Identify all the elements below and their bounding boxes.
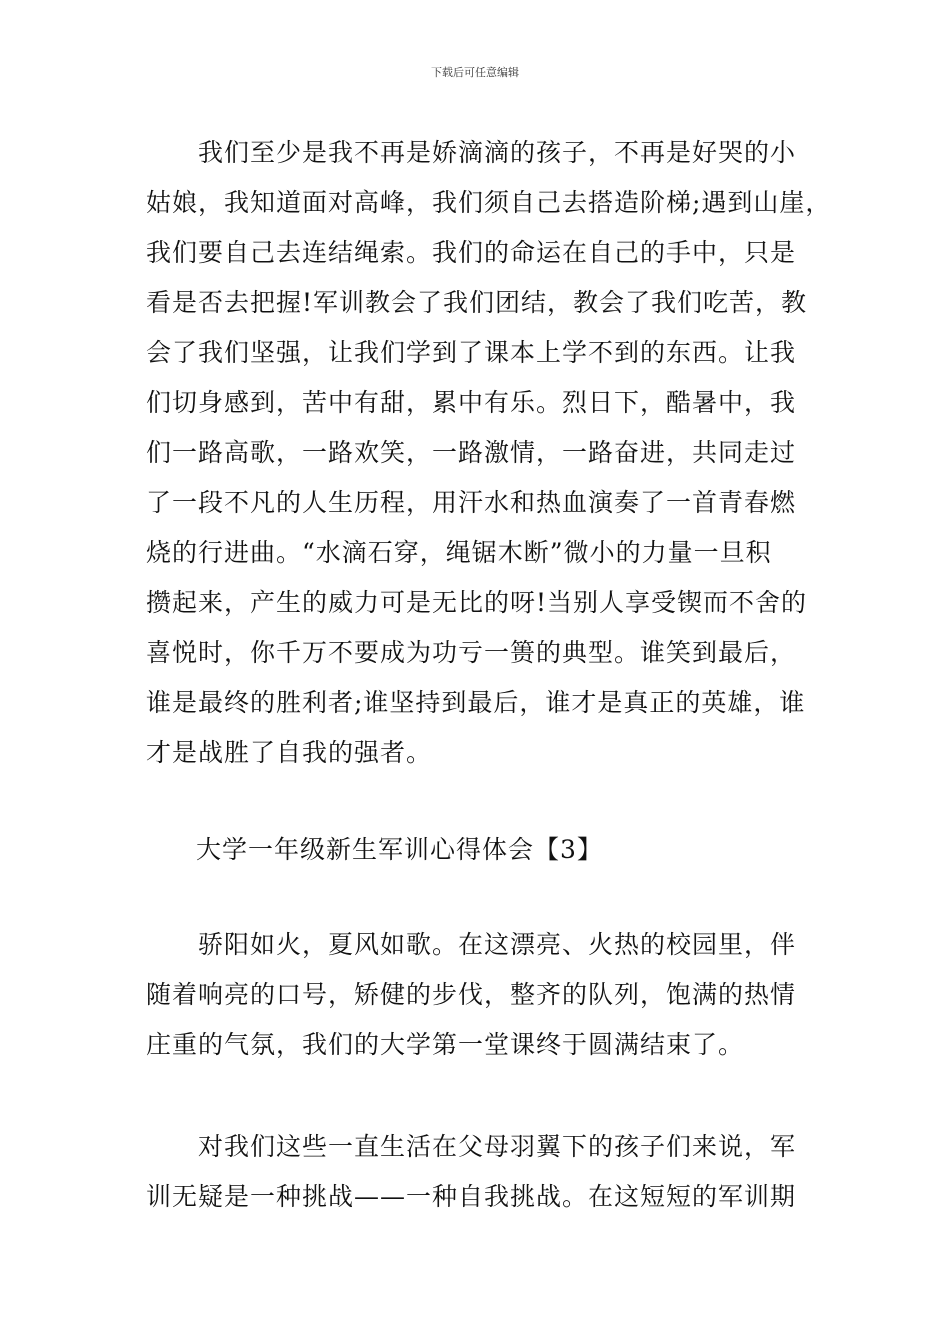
- paragraph-3: [146, 1132, 812, 1232]
- text-line: 们切身感到，苦中有甜，累中有乐。烈日下，酷暑中，我: [146, 388, 797, 417]
- text-line: 对我们这些一直生活在父母羽翼下的孩子们来说，军: [146, 1132, 797, 1161]
- text-line: 随着响亮的口号，矫健的步伐，整齐的队列，饱满的热情: [146, 980, 797, 1009]
- text-line: 庄重的气氛，我们的大学第一堂课终于圆满结束了。: [146, 1030, 745, 1059]
- section-heading: 大学一年级新生军训心得体会【3】: [196, 835, 603, 864]
- paragraph-2: [146, 930, 812, 1080]
- text-line: 骄阳如火，夏风如歌。在这漂亮、火热的校园里，伴: [146, 930, 797, 959]
- page-header: 下载后可任意编辑: [431, 66, 519, 79]
- text-line: 了一段不凡的人生历程，用汗水和热血演奏了一首青春燃: [146, 488, 797, 517]
- text-line: 才是战胜了自我的强者。: [146, 738, 433, 767]
- text-line: 我们至少是我不再是娇滴滴的孩子，不再是好哭的小: [146, 138, 797, 167]
- text-line: 谁是最终的胜利者;谁坚持到最后，谁才是真正的英雄，谁: [146, 688, 806, 717]
- paragraph-1: [146, 138, 832, 788]
- text-line: 烧的行进曲。“水滴石穿，绳锯木断”微小的力量一旦积: [146, 538, 772, 567]
- text-line: 姑娘，我知道面对高峰，我们须自己去搭造阶梯;遇到山崖，: [146, 188, 832, 217]
- text-line: 喜悦时，你千万不要成为功亏一篑的典型。谁笑到最后，: [146, 638, 797, 667]
- text-line: 们一路高歌，一路欢笑，一路激情，一路奋进，共同走过: [146, 438, 797, 467]
- text-line: 我们要自己去连结绳索。我们的命运在自己的手中，只是: [146, 238, 797, 267]
- text-line: 会了我们坚强，让我们学到了课本上学不到的东西。让我: [146, 338, 797, 367]
- text-line: 看是否去把握!军训教会了我们团结，教会了我们吃苦，教: [146, 288, 808, 317]
- text-line: 训无疑是一种挑战——一种自我挑战。在这短短的军训期: [146, 1182, 797, 1211]
- text-line: 攒起来，产生的威力可是无比的呀!当别人享受锲而不舍的: [146, 588, 808, 617]
